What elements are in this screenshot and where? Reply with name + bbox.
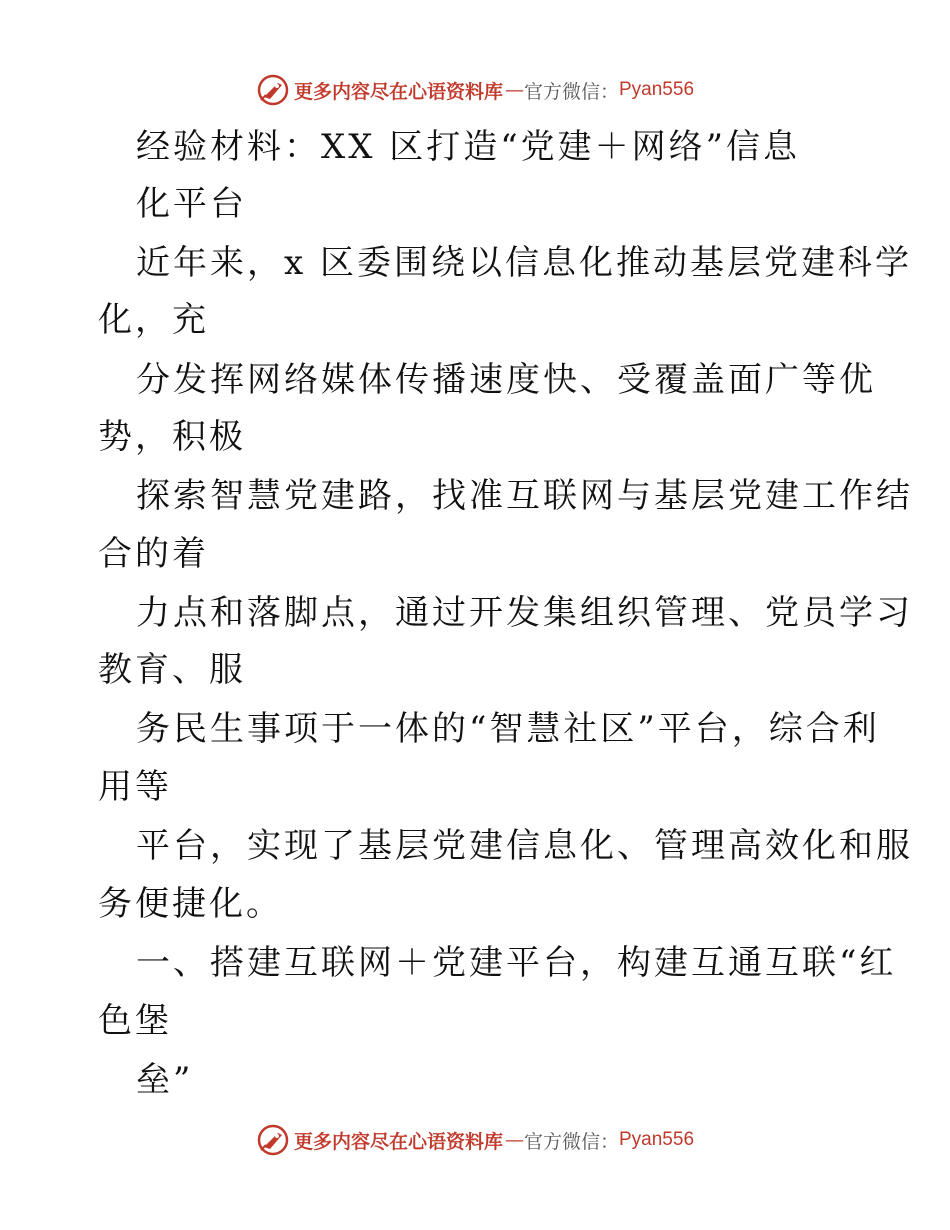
paragraph-line: 务便捷化。 — [98, 884, 283, 924]
paragraph-line: 近年来，x 区委围绕以信息化推动基层党建科学 — [136, 243, 912, 283]
watermark-wechat-id: Pyan556 — [619, 79, 695, 100]
header-watermark — [0, 70, 950, 110]
pen-nib-logo-icon — [256, 1123, 290, 1157]
watermark-wechat-label: 官方微信： — [523, 1130, 619, 1153]
watermark-separator: — — [504, 1129, 524, 1151]
paragraph-line: 探索智慧党建路，找准互联网与基层党建工作结 — [136, 476, 913, 516]
watermark-separator: — — [504, 79, 524, 101]
paragraph-line: 教育、服 — [98, 650, 246, 690]
section-heading-line: 垒” — [136, 1060, 194, 1100]
paragraph-line: 化，充 — [98, 300, 209, 340]
watermark-title: 更多内容尽在心语资料库 — [293, 80, 503, 103]
section-heading-line: 色堡 — [98, 1001, 172, 1041]
paragraph-line: 势，积极 — [98, 417, 246, 457]
watermark-wechat-label: 官方微信： — [523, 80, 619, 103]
doc-title-line-1: 经验材料：XX 区打造“党建＋网络”信息 — [136, 127, 800, 167]
footer-watermark — [0, 1120, 950, 1160]
pen-nib-logo-icon — [256, 73, 290, 107]
paragraph-line: 力点和落脚点，通过开发集组织管理、党员学习 — [136, 593, 913, 633]
paragraph-line: 平台，实现了基层党建信息化、管理高效化和服 — [136, 826, 913, 866]
doc-title-line-2: 化平台 — [136, 184, 247, 224]
paragraph-line: 用等 — [98, 767, 172, 807]
watermark-wechat-id: Pyan556 — [619, 1129, 695, 1150]
paragraph-line: 分发挥网络媒体传播速度快、受覆盖面广等优 — [136, 360, 876, 400]
watermark-title: 更多内容尽在心语资料库 — [293, 1130, 503, 1153]
section-heading-line: 一、搭建互联网＋党建平台，构建互通互联“红 — [136, 943, 897, 983]
paragraph-line: 务民生事项于一体的“智慧社区”平台，综合利 — [136, 709, 880, 749]
paragraph-line: 合的着 — [98, 534, 209, 574]
